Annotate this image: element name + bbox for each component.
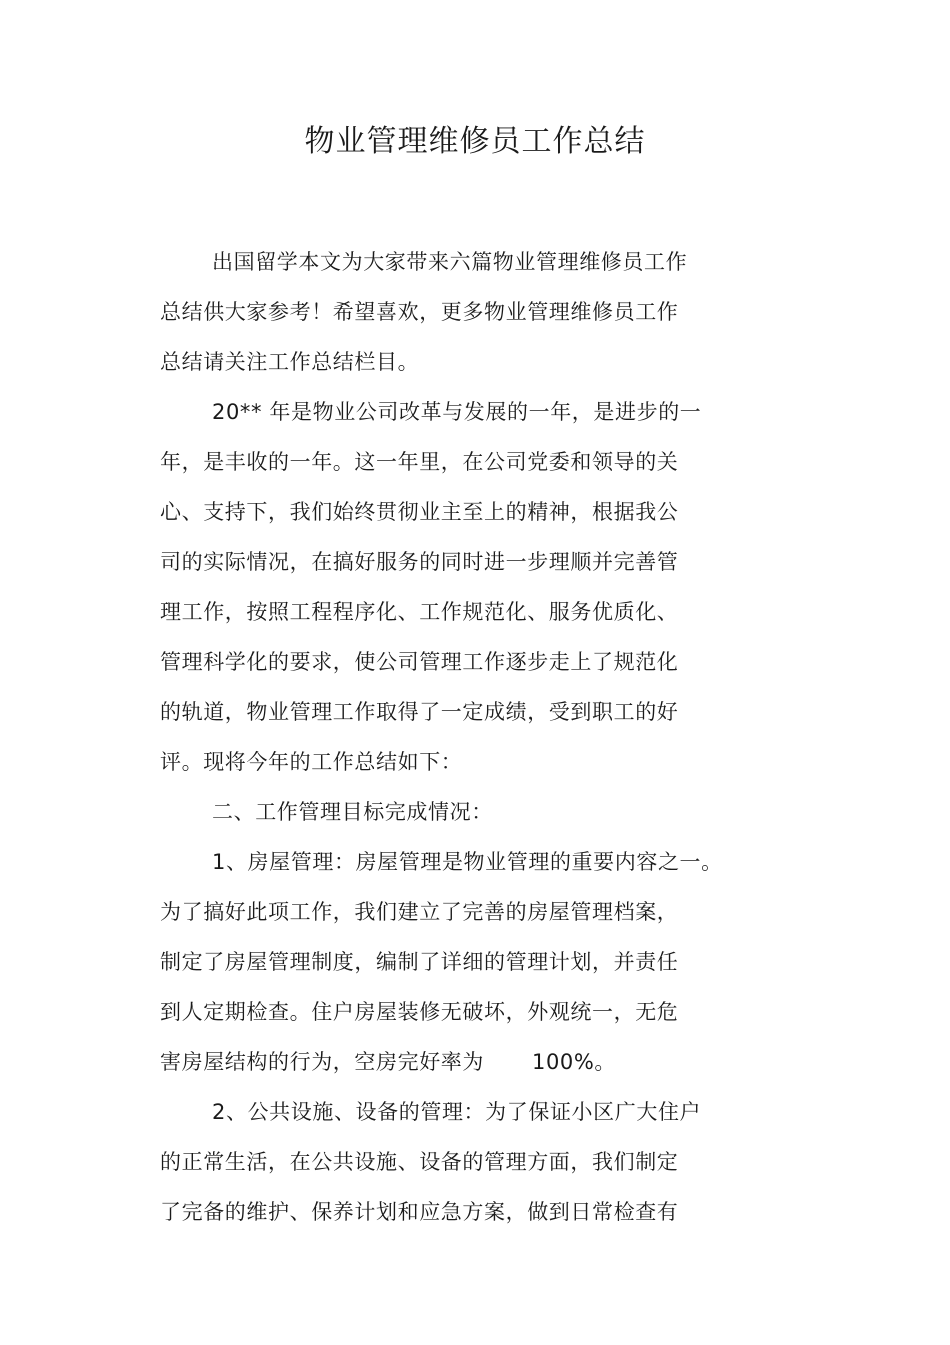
paragraph-line: 的正常生活，在公共设施、设备的管理方面，我们制定 xyxy=(160,1150,679,1174)
paragraph-line: 为了搞好此项工作，我们建立了完善的房屋管理档案， xyxy=(160,900,679,924)
paragraph-line xyxy=(160,1046,760,1078)
paragraph-text: 害房屋结构的行为，空房完好率为 xyxy=(160,1050,484,1074)
paragraph-line: 的轨道，物业管理工作取得了一定成绩，受到职工的好 xyxy=(160,700,679,724)
paragraph-line: 制定了房屋管理制度，编制了详细的管理计划，并责任 xyxy=(160,950,679,974)
paragraph-line: 到人定期检查。住户房屋装修无破坏，外观统一，无危 xyxy=(160,1000,679,1024)
document-title: 物业管理维修员工作总结 xyxy=(304,124,646,159)
section-heading: 二、工作管理目标完成情况： xyxy=(212,800,493,824)
percentage-value: 100%。 xyxy=(532,1050,617,1074)
paragraph-line: 20** 年是物业公司改革与发展的一年，是进步的一 xyxy=(212,400,702,424)
paragraph-line: 评。现将今年的工作总结如下： xyxy=(160,750,463,774)
paragraph-line: 司的实际情况，在搞好服务的同时进一步理顺并完善管 xyxy=(160,550,679,574)
paragraph-line: 2、公共设施、设备的管理：为了保证小区广大住户 xyxy=(212,1100,702,1124)
paragraph-line: 管理科学化的要求，使公司管理工作逐步走上了规范化 xyxy=(160,650,679,674)
paragraph-line: 心、支持下，我们始终贯彻业主至上的精神，根据我公 xyxy=(160,500,679,524)
paragraph-line: 年，是丰收的一年。这一年里，在公司党委和领导的关 xyxy=(160,450,679,474)
paragraph-line: 出国留学本文为大家带来六篇物业管理维修员工作 xyxy=(212,250,688,274)
paragraph-line: 了完备的维护、保养计划和应急方案，做到日常检查有 xyxy=(160,1200,679,1224)
paragraph-line: 理工作，按照工程程序化、工作规范化、服务优质化、 xyxy=(160,600,679,624)
paragraph-line: 总结请关注工作总结栏目。 xyxy=(160,350,420,374)
paragraph-line: 总结供大家参考！希望喜欢，更多物业管理维修员工作 xyxy=(160,300,679,324)
paragraph-line: 1、房屋管理：房屋管理是物业管理的重要内容之一。 xyxy=(212,850,723,874)
